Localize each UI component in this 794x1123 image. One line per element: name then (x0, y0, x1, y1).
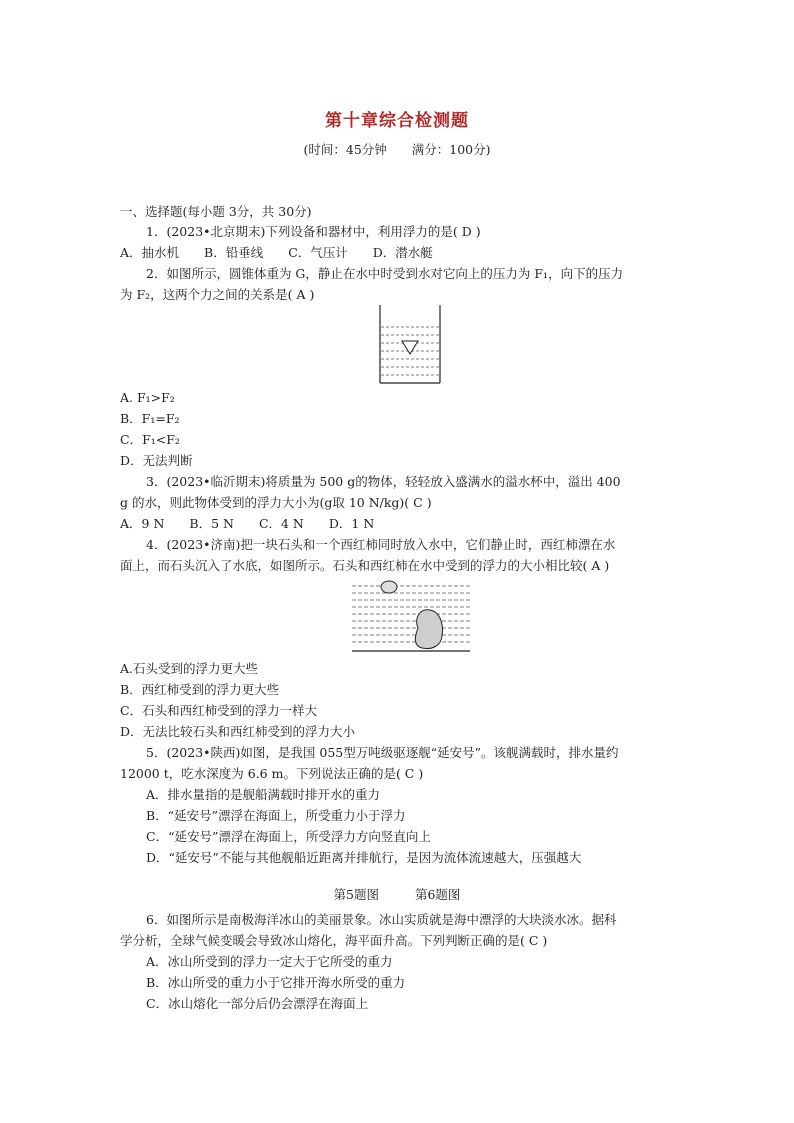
figure-captions (0, 885, 794, 903)
q2-stem-2: 为 F₂，这两个力之间的关系是( A ) (120, 287, 315, 302)
q5-stem-2: 12000 t，吃水深度为 6.6 m。下列说法正确的是( C ) (120, 766, 424, 781)
q5-option-c: C．“延安号”漂浮在海面上，所受浮力方向竖直向上 (146, 829, 431, 844)
q4-stem-2: 面上，而石头沉入了水底，如图所示。石头和西红柿在水中受到的浮力的大小相比较( A ) (120, 558, 610, 573)
q4-option-a: A.石头受到的浮力更大些 (120, 661, 259, 676)
q2-option-a: A. F₁>F₂ (120, 390, 175, 405)
q4-option-c: C．石头和西红柿受到的浮力一样大 (120, 703, 318, 718)
q2-option-d: D．无法判断 (120, 453, 193, 468)
page-title: 第十章综合检测题 (325, 111, 469, 131)
q5-option-d: D．“延安号”不能与其他舰船近距离并排航行，是因为流体流速越大，压强越大 (146, 850, 582, 865)
q6-option-a: A．冰山所受到的浮力一定大于它所受的重力 (146, 954, 393, 969)
q4-option-d: D．无法比较石头和西红柿受到的浮力大小 (120, 724, 356, 739)
q2-option-b: B．F₁=F₂ (120, 411, 180, 426)
q3-stem-1: 3．(2023•临沂期末)将质量为 500 g的物体，轻轻放入盛满水的溢水杯中，溢出 400 (146, 474, 621, 489)
exam-info: (时间：45分钟 满分：100分) (303, 142, 491, 157)
q2-stem-1: 2．如图所示，圆锥体重为 G，静止在水中时受到水对它向上的压力为 F₁，向下的压力 (146, 266, 624, 281)
q6-option-b: B．冰山所受的重力小于它排开海水所受的重力 (146, 975, 406, 990)
q5-option-b: B．“延安号”漂浮在海面上，所受重力小于浮力 (146, 808, 406, 823)
q5-option-a: A．排水量指的是舰船满载时排开水的重力 (146, 787, 381, 802)
q4-figure-stone-tomato (352, 578, 470, 654)
q6-option-c: C．冰山熔化一部分后仍会漂浮在海面上 (146, 996, 369, 1011)
q3-stem-2: g 的水，则此物体受到的浮力大小为(g取 10 N/kg)( C ) (120, 495, 432, 510)
q3-options: A．9 N B．5 N C．4 N D．1 N (120, 516, 375, 531)
q2-option-c: C．F₁<F₂ (120, 432, 180, 447)
fig5-caption: 第5题图 (333, 887, 379, 902)
q1-stem: 1．(2023•北京期末)下列设备和器材中，利用浮力的是( D ) (146, 224, 481, 239)
q5-stem-1: 5．(2023•陕西)如图，是我国 055型万吨级驱逐舰“延安号”。该舰满载时，排水量约 (146, 745, 619, 760)
q4-stem-1: 4．(2023•济南)把一块石头和一个西红柿同时放入水中，它们静止时，西红柿漂在水 (146, 537, 616, 552)
section-heading: 一、选择题(每小题 3分，共 30分) (120, 204, 312, 219)
q4-option-b: B．西红柿受到的浮力更大些 (120, 682, 280, 697)
fig6-caption: 第6题图 (414, 887, 461, 902)
q6-stem-1: 6．如图所示是南极海洋冰山的美丽景象。冰山实质就是海中漂浮的大块淡水冰。据科 (146, 912, 617, 927)
q2-figure-cone-in-water (378, 305, 442, 385)
q1-options: A．抽水机 B．铅垂线 C．气压计 D．潜水艇 (120, 245, 433, 260)
q6-stem-2: 学分析，全球气候变暖会导致冰山熔化，海平面升高。下列判断正确的是( C ) (120, 933, 548, 948)
